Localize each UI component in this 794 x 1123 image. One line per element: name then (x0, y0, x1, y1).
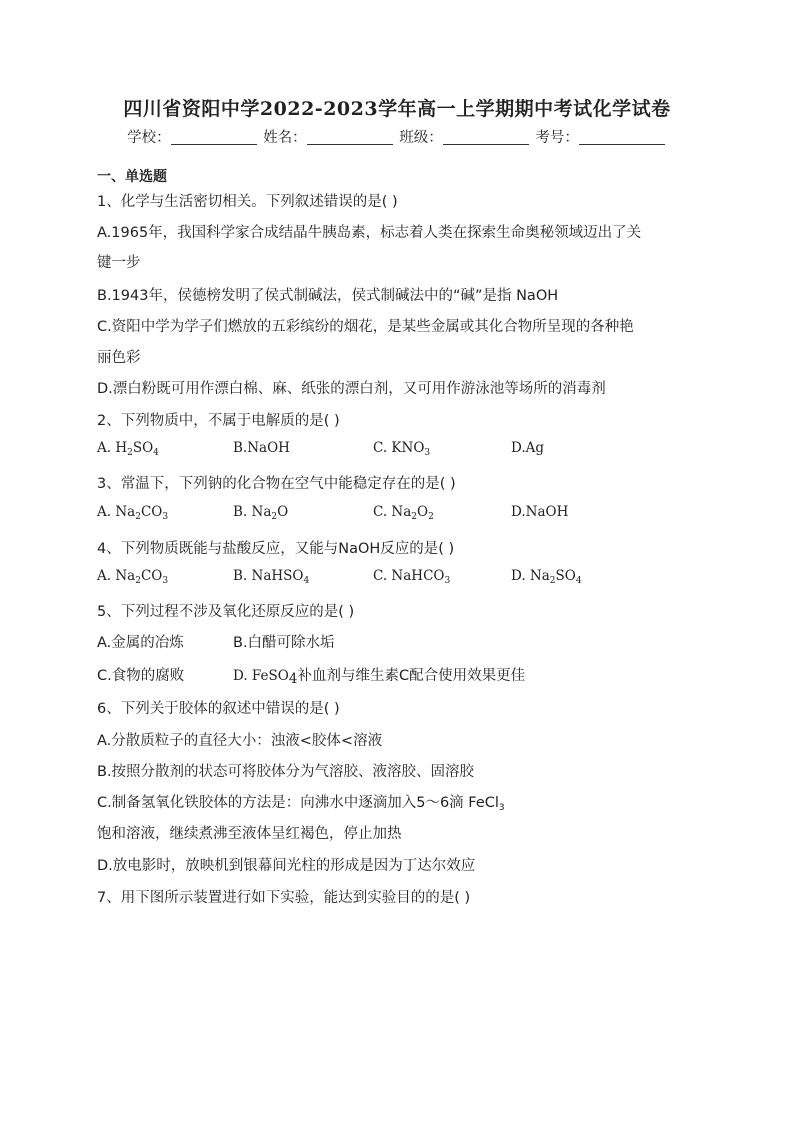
q4-option-d: D. $Na_2SO_4$ (511, 568, 582, 586)
q5-option-b: B.白醋可除水垢 (233, 635, 335, 651)
school-label: 学校： (127, 130, 171, 146)
school-blank[interactable] (171, 130, 257, 145)
q5-options-cd (97, 664, 697, 686)
name-label: 姓名： (263, 130, 307, 146)
q4-options (97, 568, 697, 590)
q3-option-c: C. $Na_2O_2$ (373, 504, 434, 522)
student-info-line (0, 126, 794, 147)
q2-stem: 2、下列物质中，不属于电解质的是( ) (97, 413, 340, 429)
q6-option-d: D.放电影时，放映机到银幕间光柱的形成是因为丁达尔效应 (97, 858, 476, 874)
q3-stem: 3、常温下，下列钠的化合物在空气中能稳定存在的是( ) (97, 476, 456, 492)
q1-option-d: D.漂白粉既可用作漂白棉、麻、纸张的漂白剂，又可用作游泳池等场所的消毒剂 (97, 381, 606, 397)
q5-stem: 5、下列过程不涉及氧化还原反应的是( ) (97, 604, 355, 620)
name-blank[interactable] (307, 130, 393, 145)
q1-option-a-cont: 键一步 (97, 255, 141, 271)
q2-option-d: D.Ag (511, 440, 545, 456)
q6-option-b: B.按照分散剂的状态可将胶体分为气溶胶、液溶胶、固溶胶 (97, 764, 475, 780)
q2-option-a: A. $H_2SO_4$ (97, 440, 159, 458)
q1-stem: 1、化学与生活密切相关。下列叙述错误的是( ) (97, 194, 398, 210)
q3-option-b: B. $Na_2O$ (233, 504, 289, 522)
q3-option-d: D.NaOH (511, 504, 569, 520)
q2-options (97, 440, 697, 462)
q7-stem: 7、用下图所示装置进行如下实验，能达到实验目的的是( ) (97, 890, 471, 906)
q2-option-b: B.NaOH (233, 440, 290, 456)
q4-stem: 4、下列物质既能与盐酸反应，又能与NaOH反应的是( ) (97, 541, 455, 557)
q1-option-c: C.资阳中学为学子们燃放的五彩缤纷的烟花，是某些金属或其化合物所呈现的各种艳 (97, 319, 634, 335)
q1-option-c-cont: 丽色彩 (97, 350, 141, 366)
q5-option-c: C.食物的腐败 (97, 668, 185, 684)
q5-option-a: A.金属的冶炼 (97, 635, 184, 651)
number-blank[interactable] (579, 130, 665, 145)
section-heading: 一、单选题 (97, 169, 167, 185)
q6-stem: 6、下列关于胶体的叙述中错误的是( ) (97, 701, 340, 717)
q3-option-a: A. $Na_2CO_3$ (97, 504, 169, 522)
q5-option-d: D. FeSO$_4$补血剂与维生素C配合使用效果更佳 (233, 668, 526, 687)
q4-option-a: A. $Na_2CO_3$ (97, 568, 169, 586)
q2-option-c: C. $KNO_3$ (373, 440, 431, 458)
q4-option-c: C. NaHCO$_3$ (373, 568, 451, 586)
q4-option-b: B. NaHSO$_4$ (233, 568, 310, 586)
q6-option-a: A.分散质粒子的直径大小：浊液<胶体<溶液 (97, 733, 383, 749)
q1-option-a: A.1965年，我国科学家合成结晶牛胰岛素，标志着人类在探索生命奥秘领域迈出了关 (97, 225, 642, 241)
q1-option-b: B.1943年，侯德榜发明了侯式制碱法，侯式制碱法中的“碱”是指 NaOH (97, 288, 559, 304)
q5-options-ab (97, 631, 697, 653)
number-label: 考号： (535, 130, 579, 146)
q6-option-c: C.制备氢氧化铁胶体的方法是：向沸水中逐滴加入5～6滴 FeCl$_3$ (97, 795, 505, 813)
class-label: 班级： (399, 130, 443, 146)
q6-option-c-cont: 饱和溶液，继续煮沸至液体呈红褐色，停止加热 (97, 826, 402, 842)
class-blank[interactable] (443, 130, 529, 145)
exam-title: 四川省资阳中学2022-2023学年高一上学期期中考试化学试卷 (123, 98, 671, 120)
q3-options (97, 504, 697, 526)
